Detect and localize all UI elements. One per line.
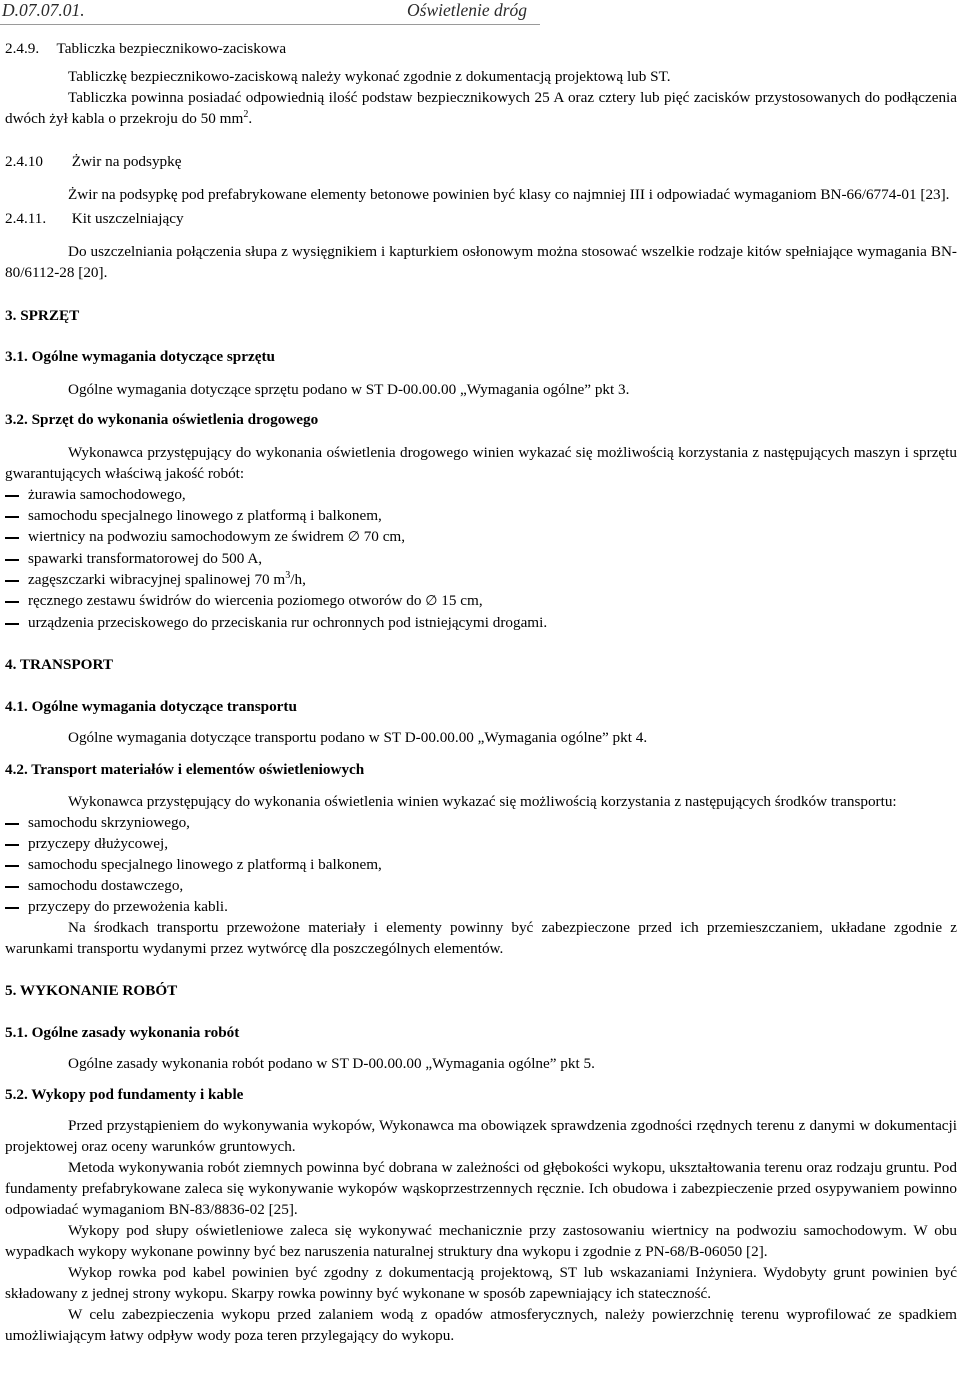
list-item: żurawia samochodowego, <box>5 484 957 505</box>
heading-5: 5. WYKONANIE ROBÓT <box>5 982 178 999</box>
section-title: Kit uszczelniający <box>71 210 184 227</box>
section-number: 2.4.10 <box>5 153 43 170</box>
transport-list <box>5 812 957 917</box>
document-code: D.07.07.01. <box>2 0 85 20</box>
heading-2-4-9 <box>5 38 957 59</box>
list-item: spawarki transformatorowej do 500 A, <box>5 548 957 569</box>
list-item: samochodu specjalnego linowego z platformą i balkonem, <box>5 505 957 526</box>
diameter-icon: ∅ <box>425 593 438 609</box>
document-body <box>5 38 957 1346</box>
paragraph: Przed przystąpieniem do wykonywania wykopów, Wykonawca ma obowiązek sprawdzenia zgodności rzędnych terenu z danymi w dokumentacji projektowej oraz oceny warunków gruntowych. <box>5 1117 957 1155</box>
list-item: samochodu dostawczego, <box>5 875 957 896</box>
paragraph: W celu zabezpieczenia wykopu przed zalaniem wodą z opadów atmosferycznych, należy powierzchnię terenu wyprofilować ze spadkiem umożliwiającym łatwy odpływ wody poza teren przylegający do wykopu. <box>5 1306 957 1344</box>
paragraph: Tabliczka powinna posiadać odpowiednią ilość podstaw bezpiecznikowych 25 A oraz cztery lub pięć zacisków przystosowanych do podłączenia dwóch żył kabla o przekroju do 50 $mm^2$. <box>5 89 957 127</box>
paragraph: Ogólne wymagania dotyczące transportu podano w ST D-00.00.00 „Wymagania ogólne” pkt 4. <box>68 729 648 746</box>
list-item: ręcznego zestawu świdrów do wiercenia poziomego otworów do ∅ 15 cm, <box>5 590 957 612</box>
section-title: Tabliczka bezpiecznikowo-zaciskowa <box>56 40 287 57</box>
heading-2-4-11 <box>5 208 957 229</box>
list-item: samochodu skrzyniowego, <box>5 812 957 833</box>
heading-3: 3. SPRZĘT <box>5 307 80 324</box>
section-title: Żwir na podsypkę <box>71 153 182 170</box>
heading-3-1: 3.1. Ogólne wymagania dotyczące sprzętu <box>5 348 275 365</box>
paragraph: Ogólne zasady wykonania robót podano w ST D-00.00.00 „Wymagania ogólne” pkt 5. <box>68 1055 595 1072</box>
diameter-icon: ∅ <box>347 529 360 545</box>
list-item: zagęszczarki wibracyjnej spalinowej 70 $m^3/h$, <box>5 569 957 590</box>
list-item: przyczepy dłużycowej, <box>5 833 957 854</box>
heading-5-1: 5.1. Ogólne zasady wykonania robót <box>5 1024 240 1041</box>
paragraph: Wykonawca przystępujący do wykonania oświetlenia drogowego winien wykazać się możliwością korzystania z następujących maszyn i sprzętu gwarantujących właściwą jakość robót: <box>5 444 957 482</box>
list-item: urządzenia przeciskowego do przeciskania rur ochronnych pod istniejącymi drogami. <box>5 612 957 633</box>
list-item: wiertnicy na podwoziu samochodowym ze świdrem ∅ 70 cm, <box>5 526 957 548</box>
heading-4-1: 4.1. Ogólne wymagania dotyczące transportu <box>5 698 297 715</box>
running-header <box>0 0 540 25</box>
paragraph: Tabliczkę bezpiecznikowo-zaciskową należy wykonać zgodnie z dokumentacją projektową lub ST. <box>68 68 671 85</box>
list-item: przyczepy do przewożenia kabli. <box>5 896 957 917</box>
heading-4-2: 4.2. Transport materiałów i elementów oświetleniowych <box>5 761 365 778</box>
heading-3-2: 3.2. Sprzęt do wykonania oświetlenia drogowego <box>5 411 319 428</box>
equipment-list <box>5 484 957 633</box>
heading-2-4-10 <box>5 151 957 172</box>
section-number: 2.4.11. <box>5 210 47 227</box>
paragraph: Wykopy pod słupy oświetleniowe zaleca się wykonywać mechanicznie przy zastosowaniu wiertnicy na podwoziu samochodowym. W obu wypadkach wykopy wykonane powinny być bez naruszenia naturalnej struktury dna wykopu i zgodnie z PN-68/B-06050 [2]. <box>5 1222 957 1260</box>
heading-4: 4. TRANSPORT <box>5 656 114 673</box>
paragraph: Wykop rowka pod kabel powinien być zgodny z dokumentacją projektową, ST lub wskazaniami Inżyniera. Wydobyty grunt powinien być składowany z jednej strony wykopu. Skarpy rowka powinny być wykonane w sposób zapewniający ich stateczność. <box>5 1264 957 1302</box>
paragraph: Do uszczelniania połączenia słupa z wysięgnikiem i kapturkiem osłonowym można stosować wszelkie rodzaje kitów spełniające wymagania BN-80/6112-28 [20]. <box>5 243 957 281</box>
paragraph: Na środkach transportu przewożone materiały i elementy powinny być zabezpieczone przed ich przemieszczaniem, układane zgodnie z warunkami transportu wydanymi przez wytwórcę dla poszczególnych elementów. <box>5 919 957 957</box>
list-item: samochodu specjalnego linowego z platformą i balkonem, <box>5 854 957 875</box>
paragraph: Ogólne wymagania dotyczące sprzętu podano w ST D-00.00.00 „Wymagania ogólne” pkt 3. <box>68 381 630 398</box>
paragraph: Wykonawca przystępujący do wykonania oświetlenia winien wykazać się możliwością korzystania z następujących środków transportu: <box>68 793 897 810</box>
section-number: 2.4.9. <box>5 40 40 57</box>
document-title: Oświetlenie dróg <box>407 0 528 20</box>
paragraph: Żwir na podsypkę pod prefabrykowane elementy betonowe powinien być klasy co najmniej III i odpowiadać wymaganiom BN-66/6774-01 [23]. <box>68 186 950 203</box>
paragraph: Metoda wykonywania robót ziemnych powinna być dobrana w zależności od głębokości wykopu, ukształtowania terenu oraz rodzaju gruntu. Pod fundamenty prefabrykowane zaleca się wykonywanie wykopów wąskoprzestrzennych ręcznie. Ich obudowa i zabezpieczenie przed osypywaniem powinno odpowiadać wymaganiom BN-83/8836-02 [25]. <box>5 1159 957 1218</box>
heading-5-2: 5.2. Wykopy pod fundamenty i kable <box>5 1086 244 1103</box>
